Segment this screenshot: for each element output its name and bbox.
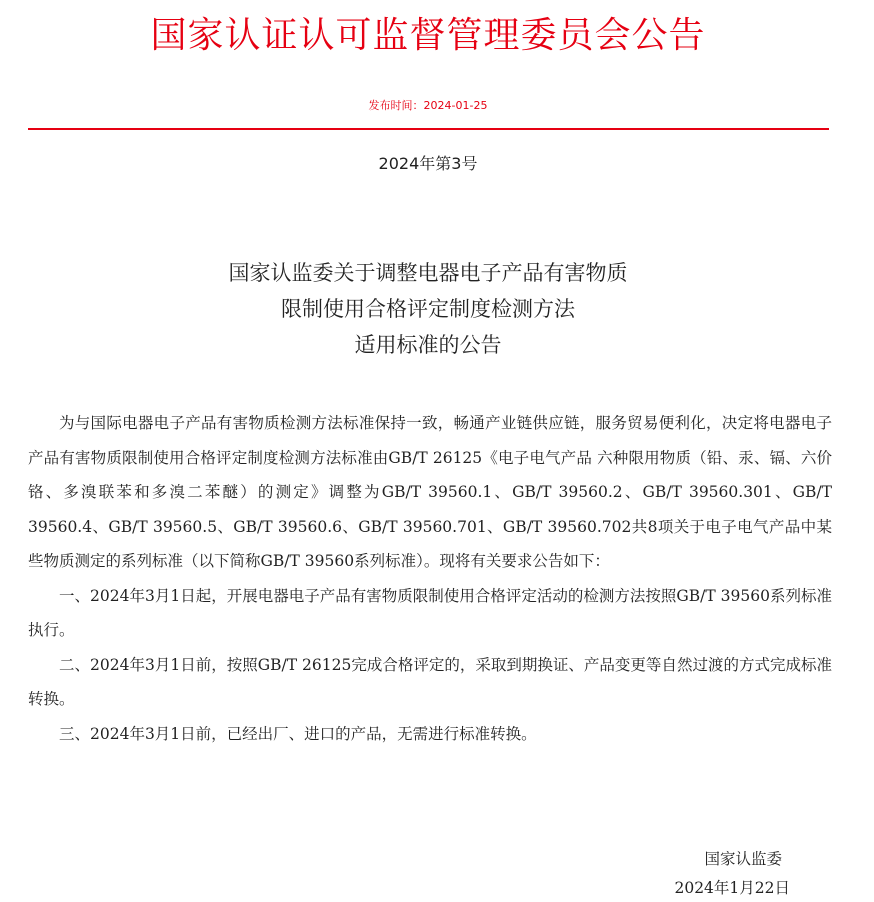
paragraph-item-3: 三、2024年3月1日前，已经出厂、进口的产品，无需进行标准转换。 — [59, 724, 537, 743]
publish-date: 发布时间：2024-01-25 — [368, 99, 488, 112]
announcement-body — [28, 406, 832, 751]
paragraph-item-1: 一、2024年3月1日起，开展电器电子产品有害物质限制使用合格评定活动的检测方法按照GB/T 39560系列标准执行。 — [28, 586, 832, 639]
announcement-masthead: 国家认证认可监督管理委员会公告 — [150, 15, 706, 56]
signature-organization: 国家认监委 — [704, 850, 782, 868]
title-line-1: 国家认监委关于调整电器电子产品有害物质 — [228, 261, 628, 285]
title-line-3: 适用标准的公告 — [354, 333, 502, 357]
header-divider — [28, 128, 829, 130]
paragraph-item-2: 二、2024年3月1日前，按照GB/T 26125完成合格评定的，采取到期换证、产品变更等自然过渡的方式完成标准转换。 — [28, 655, 832, 708]
announcement-title — [0, 255, 856, 363]
issue-number: 2024年第3号 — [378, 154, 478, 173]
signature-date: 2024年1月22日 — [674, 879, 790, 897]
paragraph-intro: 为与国际电器电子产品有害物质检测方法标准保持一致，畅通产业链供应链，服务贸易便利化，决定将电器电子产品有害物质限制使用合格评定制度检测方法标准由GB/T 26125《电子电气产品 六种限用物质（铅、汞、镉、六价铬、多溴联苯和多溴二苯醚）的测定》调整为GB/T 39560.1、GB/T 39560.2、GB/T 39560.301、GB/T 39560.4、GB/T 39560.5、GB/T 39560.6、GB/T 39560.701、GB/T 39560.702共8项关于电子电气产品中某些物质测定的系列标准（以下简称GB/T 39560系列标准）。现将有关要求公告如下： — [28, 414, 832, 570]
title-line-2: 限制使用合格评定制度检测方法 — [281, 297, 575, 321]
